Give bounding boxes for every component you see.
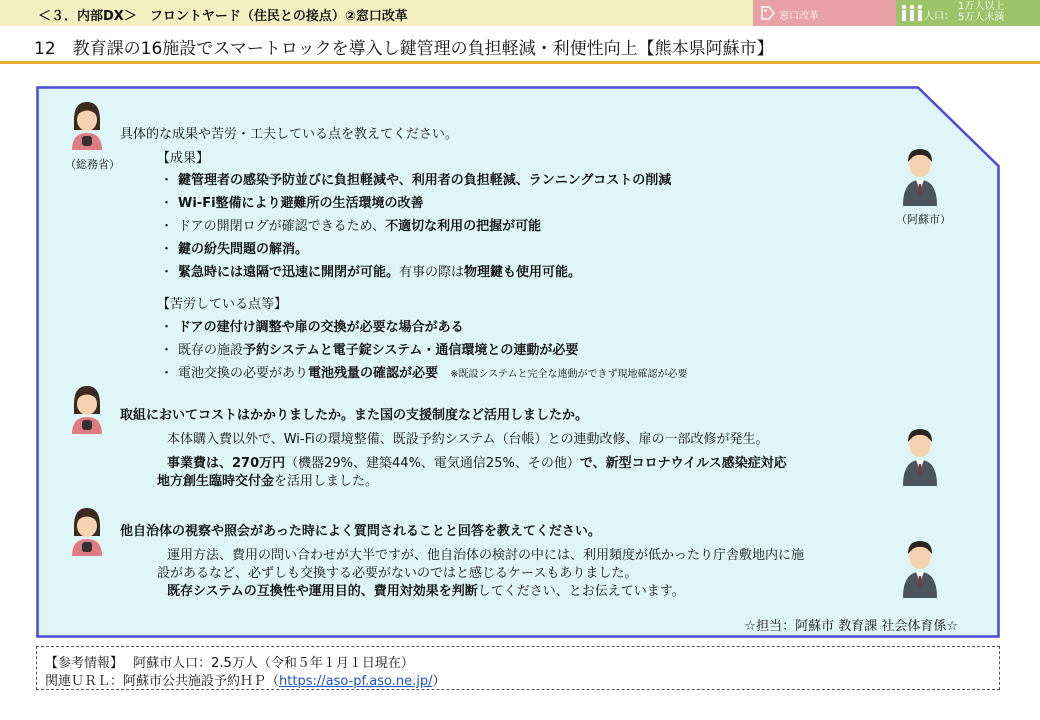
- interviewer-avatar: [68, 384, 106, 434]
- answer-2-line: 地方創生臨時交付金を活用しました。: [157, 474, 379, 489]
- difficulty-note: ※既設システムと完全な連動ができず現地確認が必要: [450, 369, 688, 380]
- population-range: 1万人以上 5万人未満: [958, 1, 1005, 23]
- answer-2-line: 事業費は、270万円（機器29%、建築44%、電気通信25%、その他）で、新型コロナウイルス感染症対応: [167, 456, 787, 471]
- difficulty-item: ・ ドアの建付け調整や扉の交換が必要な場合がある: [160, 320, 464, 335]
- reference-url: 関連ＵＲＬ：阿蘇市公共施設予約ＨＰ（https://aso-pf.aso.ne.jp/）: [45, 674, 446, 689]
- answer-3-line: 設があるなど、必ずしも交換する必要がないのではと感じるケースもありました。: [157, 566, 638, 581]
- question-3: 他自治体の視察や照会があった時によく質問されることと回答を教えてください。: [120, 524, 601, 539]
- category-tag: [753, 0, 896, 26]
- section-title: ＜３．内部DX＞ フロントヤード（住民との接点）②窓口改革: [38, 9, 408, 24]
- title-underline: [0, 61, 1040, 64]
- category-tag-label: 窓口改革: [779, 11, 819, 22]
- results-heading: 【成果】: [157, 151, 210, 166]
- answer-3: [157, 547, 897, 601]
- question-1: 具体的な成果や苦労・工夫している点を教えてください。: [120, 127, 459, 142]
- contact-line: ☆担当：阿蘇市 教育課 社会体育係☆: [744, 619, 958, 634]
- difficulty-item: ・ 電池交換の必要があり電池残量の確認が必要 ※既設システムと完全な連動ができず現地確認が必要: [160, 366, 688, 381]
- population-tag-label: 人口：: [924, 11, 954, 22]
- tag-icon: [760, 5, 776, 21]
- question-2: 取組においてコストはかかりましたか。また国の支援制度など活用しましたか。: [120, 408, 589, 423]
- population-tag: [896, 0, 1040, 26]
- result-item: ・ Wi-Fi整備により避難所の生活環境の改善: [160, 196, 424, 211]
- result-item: ・ 緊急時には遠隔で迅速に開閉が可能。有事の際は物理鍵も使用可能。: [160, 265, 582, 280]
- respondent-caption: （阿蘇市）: [896, 213, 951, 226]
- result-item: ・ 鍵の紛失問題の解消。: [160, 242, 309, 257]
- difficulty-item: ・ 既存の施設予約システムと電子錠システム・通信環境との連動が必要: [160, 343, 579, 358]
- respondent-avatar: [900, 146, 940, 206]
- respondent-avatar: [900, 426, 940, 486]
- interviewer-caption: （総務省）: [65, 158, 120, 171]
- facility-reservation-link[interactable]: https://aso-pf.aso.ne.jp/: [279, 674, 433, 689]
- respondent-avatar: [900, 538, 940, 598]
- result-item: ・ ドアの開閉ログが確認できるため、不適切な利用の把握が可能: [160, 219, 542, 234]
- answer-2-line: 本体購入費以外で、Wi-Fiの環境整備、既設予約システム（台帳）との連動改修、扉の一部改修が発生。: [167, 432, 769, 447]
- reference-population: 【参考情報】 阿蘇市人口：2.5万人（令和５年１月１日現在）: [45, 656, 414, 671]
- interviewer-avatar: [68, 100, 106, 150]
- answer-2: [157, 431, 897, 491]
- answer-3-line: 運用方法、費用の問い合わせが大半ですが、他自治体の検討の中には、利用頻度が低かったり庁舎敷地内に施: [167, 548, 805, 563]
- people-icon: [900, 4, 924, 22]
- difficulties-heading: 【苦労している点等】: [157, 297, 288, 312]
- interviewer-avatar: [68, 506, 106, 556]
- page-title: 12 教育課の16施設でスマートロックを導入し鍵管理の負担軽減・利便性向上【熊本県阿蘇市】: [34, 39, 774, 59]
- interview-panel: [36, 86, 1000, 638]
- reference-box: [36, 646, 1000, 690]
- result-item: ・ 鍵管理者の感染予防並びに負担軽減や、利用者の負担軽減、ランニングコストの削減: [160, 173, 672, 188]
- answer-3-line: 既存システムの互換性や運用目的、費用対効果を判断してください、とお伝えています。: [167, 584, 685, 599]
